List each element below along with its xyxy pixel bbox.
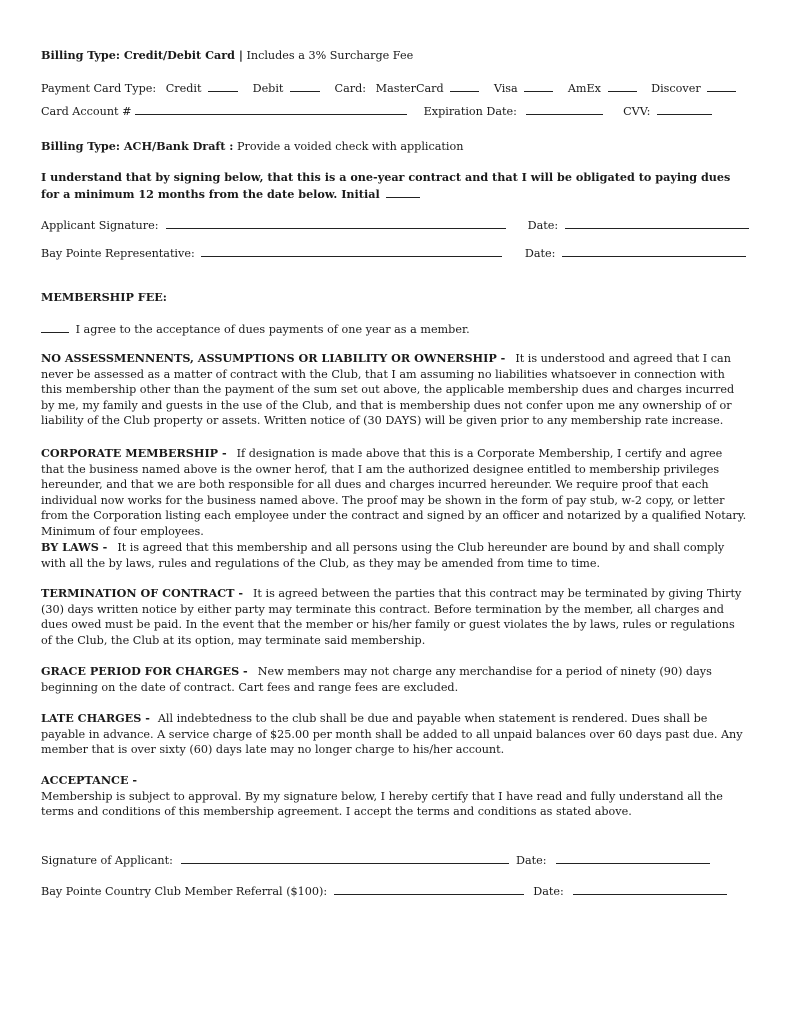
representative-signature-row <box>41 245 746 262</box>
representative-signature-blank[interactable] <box>201 245 502 257</box>
discover-label: Discover <box>651 82 701 95</box>
section-body: If designation is made above that this is a Corporate Membership, I certify and agree that the business named above is the owner herof, that I am the authorized designee entitled to membership privileges hereunder, and that we are both responsible for all dues and charges incurred hereunder. We require proof that each individual now works for the business named above. The proof may be shown in the form of pay stub, w-2 copy, or letter from the Corporation listing each employee under the contract and signed by an officer and notarized by a qualified Notary. Minimum of four employees. <box>41 447 747 538</box>
amex-blank[interactable] <box>608 80 637 92</box>
section-grace-period <box>41 664 747 695</box>
billing-ach-note: Provide a voided check with application <box>237 140 464 153</box>
section-title: TERMINATION OF CONTRACT - <box>41 586 244 600</box>
credit-label: Credit <box>165 82 202 95</box>
applicant-signature-blank[interactable] <box>166 217 506 229</box>
section-body: Membership is subject to approval. By my signature below, I hereby certify that I have read and fully understand all the terms and conditions of this membership agreement. I accept the terms and conditions as stated above. <box>41 789 723 819</box>
mastercard-blank[interactable] <box>450 80 479 92</box>
member-referral-date-blank[interactable] <box>573 883 727 895</box>
section-body: It is agreed between the parties that this contract may be terminated by giving Thirty (30) days written notice by either party may terminate this contract. Before termination by the member, all charges and dues owed must be paid. In the event that the member or his/her family or guest violates the by laws, rules or regulations of the Club, the Club at its option, may terminate said membership. <box>41 587 742 647</box>
member-referral-label: Bay Pointe Country Club Member Referral ($100): <box>41 885 328 898</box>
section-title: GRACE PERIOD FOR CHARGES - <box>41 664 248 678</box>
applicant-final-signature-row <box>41 852 710 869</box>
representative-date-blank[interactable] <box>562 245 746 257</box>
applicant-date-blank[interactable] <box>565 217 749 229</box>
section-title: LATE CHARGES - <box>41 711 150 725</box>
membership-fee-agree-text: I agree to the acceptance of dues payments of one year as a member. <box>75 323 470 336</box>
mastercard-label: MasterCard <box>375 82 444 95</box>
contract-statement <box>41 170 747 202</box>
debit-blank[interactable] <box>290 80 320 92</box>
membership-fee-agree-blank[interactable] <box>41 321 69 333</box>
expiration-blank[interactable] <box>526 103 603 115</box>
billing-ach-heading <box>41 139 463 155</box>
membership-fee-agree-row <box>41 321 470 338</box>
section-by-laws <box>41 540 747 571</box>
billing-card-title: Billing Type: Credit/Debit Card | <box>41 48 243 62</box>
contract-statement-text: I understand that by signing below, that this is a one-year contract and that I will be obligated to paying dues for a minimum 12 months from the date below. Initial <box>41 170 731 201</box>
section-acceptance <box>41 773 747 820</box>
card-account-row <box>41 103 712 120</box>
final-applicant-signature-blank[interactable] <box>181 852 509 864</box>
member-referral-date-label: Date: <box>533 885 564 898</box>
section-title: NO ASSESSMENNENTS, ASSUMPTIONS OR LIABILITY OR OWNERSHIP - <box>41 351 506 365</box>
payment-card-type-row <box>41 80 736 97</box>
applicant-date-label: Date: <box>527 219 559 232</box>
final-applicant-date-blank[interactable] <box>556 852 710 864</box>
section-body: All indebtedness to the club shall be due and payable when statement is rendered. Dues shall be payable in advance. A service charge of $25.00 per month shall be added to all unpaid balances over 60 days past due. Any member that is over sixty (60) days late may no longer charge to his/her account. <box>41 712 743 757</box>
visa-blank[interactable] <box>524 80 553 92</box>
representative-date-label: Date: <box>524 247 556 260</box>
amex-label: AmEx <box>567 82 601 95</box>
section-late-charges <box>41 711 747 758</box>
cvv-label: CVV: <box>623 105 651 118</box>
section-body: It is agreed that this membership and all persons using the Club hereunder are bound by and shall comply with all the by laws, rules and regulations of the Club, as they may be amended from time to time. <box>41 541 725 570</box>
card-account-label: Card Account # <box>41 105 132 118</box>
section-title: BY LAWS - <box>41 540 108 554</box>
applicant-signature-label: Applicant Signature: <box>41 219 159 232</box>
applicant-signature-row <box>41 217 749 234</box>
payment-card-type-label: Payment Card Type: <box>41 82 157 95</box>
initial-blank[interactable] <box>386 186 420 198</box>
section-title: CORPORATE MEMBERSHIP - <box>41 446 227 460</box>
discover-blank[interactable] <box>707 80 736 92</box>
membership-fee-title: MEMBERSHIP FEE: <box>41 290 167 304</box>
card-label: Card: <box>334 82 367 95</box>
credit-blank[interactable] <box>208 80 238 92</box>
section-termination <box>41 586 747 648</box>
billing-card-note: Includes a 3% Surcharge Fee <box>246 49 414 62</box>
card-account-blank[interactable] <box>135 103 407 115</box>
cvv-blank[interactable] <box>657 103 712 115</box>
section-title: ACCEPTANCE - <box>41 773 138 787</box>
representative-label: Bay Pointe Representative: <box>41 247 195 260</box>
billing-ach-title: Billing Type: ACH/Bank Draft : <box>41 139 234 153</box>
visa-label: Visa <box>493 82 518 95</box>
section-body: It is understood and agreed that I can never be assessed as a matter of contract with the Club, that I am assuming no liabilities whatsoever in connection with this membership other than the payment of the sum set out above, the applicable membership dues and charges incurred by me, my family and guests in the use of the Club, and that is membership dues not confer upon me any ownership of or liability of the Club property or assets. Written notice of (30 DAYS) will be given prior to any membership rate increase. <box>41 352 735 428</box>
member-referral-blank[interactable] <box>334 883 524 895</box>
final-applicant-date-label: Date: <box>516 854 547 867</box>
debit-label: Debit <box>252 82 284 95</box>
billing-card-heading <box>41 48 413 64</box>
section-no-assessments <box>41 351 747 429</box>
final-applicant-label: Signature of Applicant: <box>41 854 173 867</box>
section-body: New members may not charge any merchandise for a period of ninety (90) days beginning on the date of contract. Cart fees and range fees are excluded. <box>41 665 712 694</box>
expiration-label: Expiration Date: <box>423 105 517 118</box>
section-corporate <box>41 446 747 540</box>
member-referral-row <box>41 883 727 900</box>
